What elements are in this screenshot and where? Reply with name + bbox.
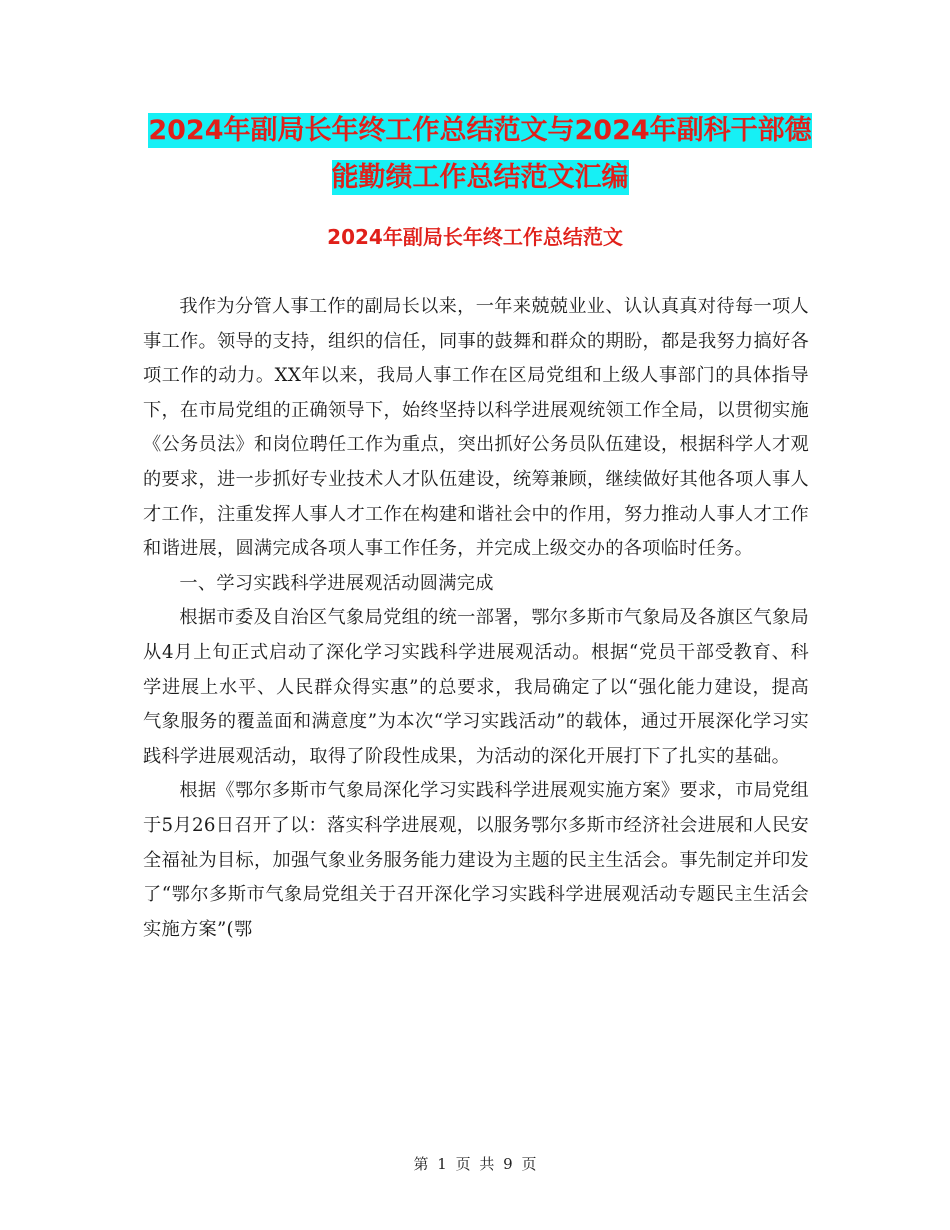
body-text [143,290,809,947]
section-title: 2024年副局长年终工作总结范文 [327,225,623,249]
page-footer: 第 1 页 共 9 页 [413,1155,537,1173]
title-line-1: 2024年副局长年终工作总结范文与2024年副科干部德 [148,115,812,146]
paragraph-activity: 根据市委及自治区气象局党组的统一部署，鄂尔多斯市气象局及各旗区气象局从4月上旬正式启动了深化学习实践科学进展观活动。根据“党员干部受教育、科学进展上水平、人民群众得实惠”的总要求，我局确定了以“强化能力建设，提高气象服务的覆盖面和满意度”为本次“学习实践活动”的载体，通过开展深化学习实践科学进展观活动，取得了阶段性成果，为活动的深化开展打下了扎实的基础。 [143,607,809,767]
paragraph-intro: 我作为分管人事工作的副局长以来，一年来兢兢业业、认认真真对待每一项人事工作。领导的支持，组织的信任，同事的鼓舞和群众的期盼，都是我努力搞好各项工作的动力。XX年以来，我局人事工作在区局党组和上级人事部门的具体指导下，在市局党组的正确领导下，始终坚持以科学进展观统领工作全局，以贯彻实施《公务员法》和岗位聘任工作为重点，突出抓好公务员队伍建设，根据科学人才观的要求，进一步抓好专业技术人才队伍建设，统筹兼顾，继续做好其他各项人事人才工作，注重发挥人事人才工作在构建和谐社会中的作用，努力推动人事人才工作和谐进展，圆满完成各项人事工作任务，并完成上级交办的各项临时任务。 [143,296,809,560]
paragraph-heading-1: 一、学习实践科学进展观活动圆满完成 [179,572,494,594]
paragraph-meeting: 根据《鄂尔多斯市气象局深化学习实践科学进展观实施方案》要求，市局党组于5月26日召开了以：落实科学进展观，以服务鄂尔多斯市经济社会进展和人民安全福祉为目标，加强气象业务服务能力建设为主题的民主生活会。事先制定并印发了“鄂尔多斯市气象局党组关于召开深化学习实践科学进展观活动专题民主生活会实施方案”(鄂 [143,780,809,940]
title-line-2: 能勤绩工作总结范文汇编 [331,162,629,193]
document-title [140,107,820,201]
